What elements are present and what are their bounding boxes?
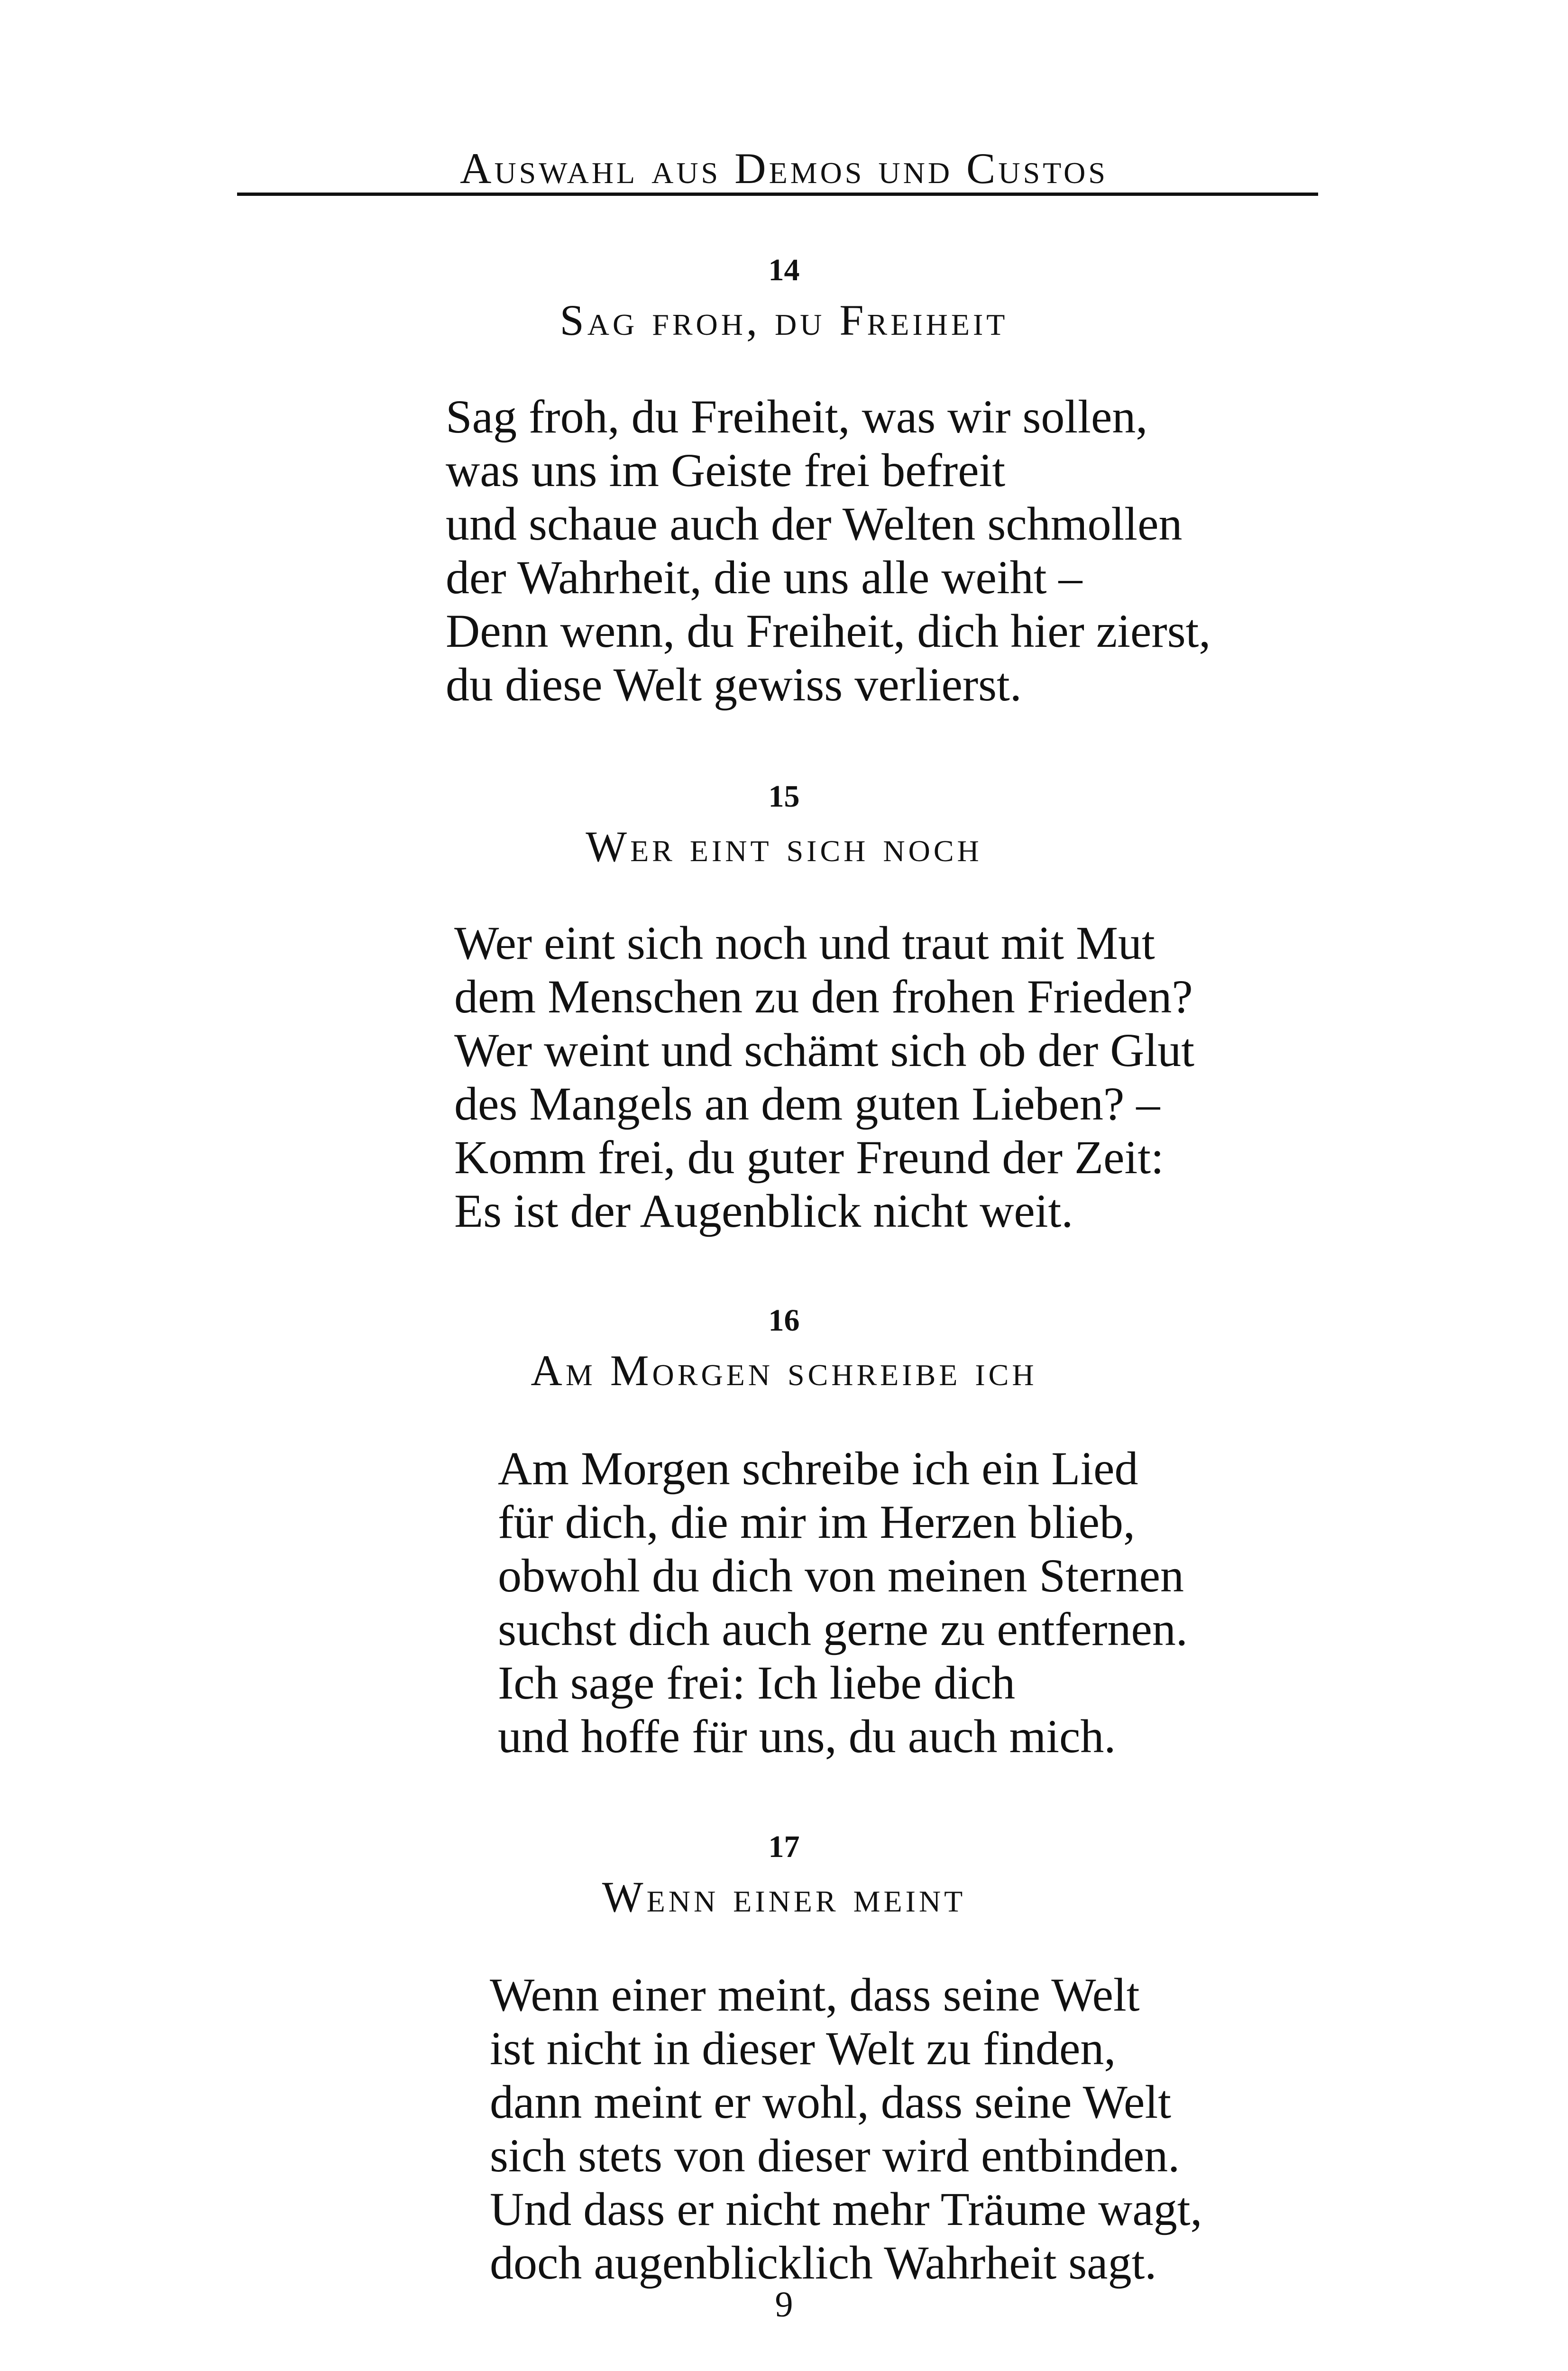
page-number: 9 (775, 2285, 793, 2325)
poem-line: Denn wenn, du Freiheit, dich hier zierst, (446, 605, 1211, 657)
poem-line: des Mangels an dem guten Lieben? – (454, 1077, 1160, 1130)
poem-line: dem Menschen zu den frohen Frieden? (454, 970, 1193, 1023)
poem-line: was uns im Geiste frei befreit (446, 444, 1006, 496)
poem-line: Und dass er nicht mehr Träume wagt, (490, 2183, 1202, 2235)
poem-title: Wer eint sich noch (586, 822, 982, 871)
poem-title: Am Morgen schreibe ich (531, 1346, 1037, 1395)
poem-line: dann meint er wohl, dass seine Welt (490, 2076, 1172, 2128)
poem-title: Wenn einer meint (602, 1873, 966, 1921)
poem-stanza (498, 1442, 1188, 1763)
poem-number: 15 (768, 779, 800, 814)
poem-number: 17 (768, 1829, 800, 1864)
poem-line: suchst dich auch gerne zu entfernen. (498, 1603, 1188, 1655)
header-rule (237, 193, 1318, 196)
poem-line: für dich, die mir im Herzen blieb, (498, 1496, 1135, 1548)
poem-line: und hoffe für uns, du auch mich. (498, 1710, 1116, 1763)
poem-line: Wenn einer meint, dass seine Welt (490, 1968, 1140, 2021)
poem-stanza (490, 1968, 1202, 2289)
poem-line: Wer weint und schämt sich ob der Glut (454, 1024, 1195, 1076)
poem-line: Am Morgen schreibe ich ein Lied (498, 1442, 1138, 1495)
poem-title: Sag froh, du Freiheit (559, 296, 1009, 344)
poem-line: du diese Welt gewiss verlierst. (446, 658, 1022, 711)
poem-line: Komm frei, du guter Freund der Zeit: (454, 1131, 1164, 1184)
poem-stanza (446, 390, 1210, 711)
poem-line: sich stets von dieser wird entbinden. (490, 2129, 1180, 2182)
poem-line: ist nicht in dieser Welt zu finden, (490, 2022, 1116, 2075)
poem-line: der Wahrheit, die uns alle weiht – (446, 551, 1082, 604)
poem-stanza (454, 916, 1194, 1238)
poem-line: obwohl du dich von meinen Sternen (498, 1549, 1184, 1602)
poem-line: Sag froh, du Freiheit, was wir sollen, (446, 390, 1148, 443)
poem-line: doch augenblicklich Wahrheit sagt. (490, 2236, 1157, 2289)
poem-number: 16 (768, 1303, 800, 1338)
poem-line: Ich sage frei: Ich liebe dich (498, 1656, 1016, 1709)
poem-line: Es ist der Augenblick nicht weit. (454, 1185, 1073, 1237)
poem-number: 14 (768, 253, 800, 287)
poem-line: Wer eint sich noch und traut mit Mut (454, 917, 1155, 969)
running-header: Auswahl aus Demos und Custos (460, 144, 1108, 193)
poem-line: und schaue auch der Welten schmollen (446, 497, 1183, 550)
